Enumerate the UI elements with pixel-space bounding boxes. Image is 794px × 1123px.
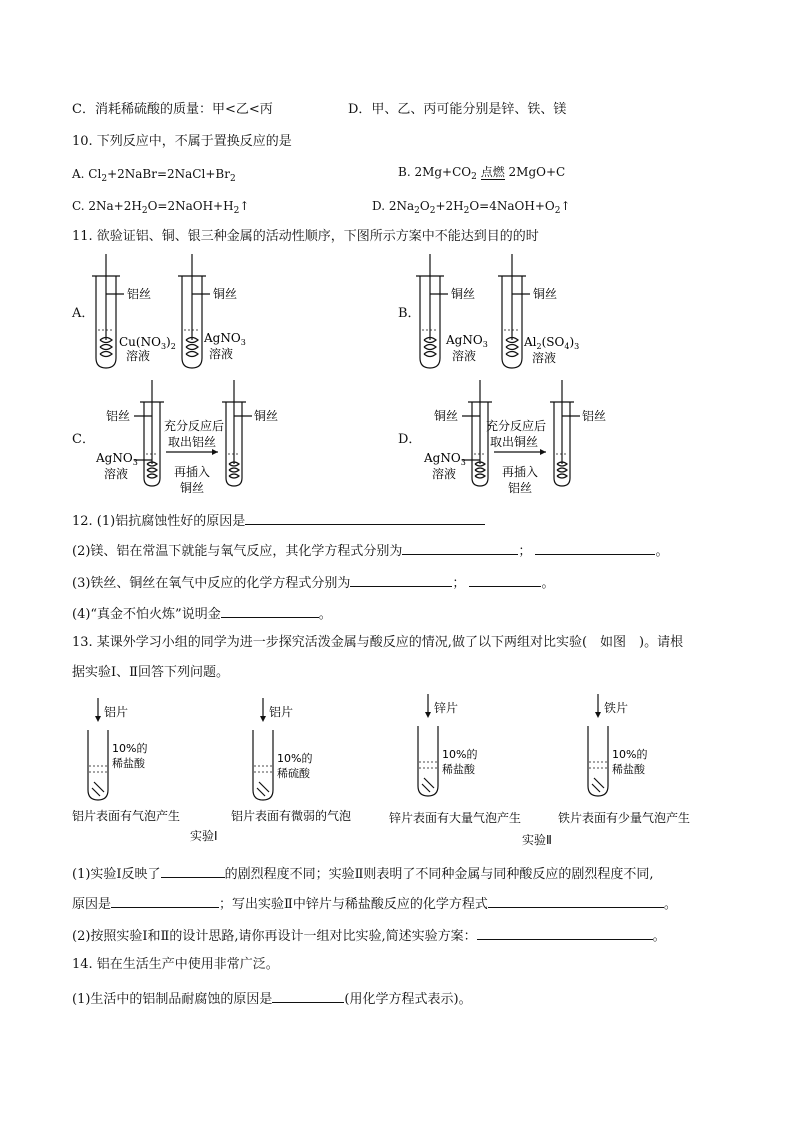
silver-nitrate-label: AgNO$_3$ [424,451,466,467]
q10-option-a: A. $Cl_2+2NaBr=2NaCl+Br_2$ [72,167,236,184]
answer-blank[interactable] [488,894,664,908]
q14-question1: (1)生活中的铝制品耐腐蚀的原因是 (用化学方程式表示)。 [72,989,472,1008]
q10-option-d: D. $2Na_2O_2+2H_2O=4NaOH+O_2↑$ [372,199,571,216]
q12-part2: (2)镁、铝在常温下就能与氧气反应，其化学方程式分别为 ； 。 [72,541,668,560]
solution-label: 溶液 [452,349,477,363]
answer-blank[interactable] [111,894,219,908]
q11-figure-c [94,380,294,498]
acid-label: 稀盐酸 [442,763,475,776]
al-sheet-label: 铝片 [269,705,294,719]
al-sheet-label: 铝片 [104,705,129,719]
q13-stem-line2: 据实验Ⅰ、Ⅱ回答下列问题。 [72,665,229,680]
q13-stem-line1: 13. 某课外学习小组的同学为进一步探究活泼金属与酸反应的情况,做了以下两组对比实验( 如图 )。请根 [72,635,684,650]
svg-text:铜丝: 铜丝 [180,481,205,495]
answer-blank[interactable] [350,573,452,587]
fe-sheet-label: 铁片 [604,701,629,715]
al-wire-label: 铝丝 [106,409,131,423]
q9-option-c: C．消耗稀硫酸的质量：甲<乙<丙 [72,102,273,117]
q12-part1: 12. (1)铝抗腐蚀性好的原因是 [72,511,485,530]
q13-question1-line1: (1)实验Ⅰ反映了 的剧烈程度不同；实验Ⅱ则表明了不同种金属与同种酸反应的剧烈程度不同, [72,864,654,883]
svg-text:充分反应后: 充分反应后 [164,419,225,433]
svg-text:再插入: 再插入 [174,465,211,479]
cu-wire-label: 铜丝 [254,409,279,423]
svg-text:10%的: 10%的 [612,748,648,761]
svg-text:充分反应后: 充分反应后 [486,419,547,433]
experiment-2-label: 实验Ⅱ [522,833,552,847]
acid-label: 稀盐酸 [112,757,145,770]
silver-nitrate-label: AgNO$_3$ [446,333,488,349]
answer-blank[interactable] [221,604,319,618]
observation-2: 铝片表面有微弱的气泡 [231,809,352,823]
svg-text:铝丝: 铝丝 [508,481,533,495]
svg-text:取出铝丝: 取出铝丝 [168,435,217,449]
cu-wire-label: 铜丝 [213,287,238,301]
acid-label: 稀硫酸 [277,767,310,780]
q10-option-c: C. $2Na+2H_2O=2NaOH+H_2↑$ [72,199,250,216]
silver-nitrate-label: AgNO$_3$ [204,331,246,347]
svg-text:取出铜丝: 取出铜丝 [490,435,539,449]
cu-wire-label: 铜丝 [451,287,476,301]
q11-option-b-label: B． [398,306,421,321]
svg-text:再插入: 再插入 [502,465,539,479]
q12-part3: (3)铁丝、铜丝在氧气中反应的化学方程式分别为 ； 。 [72,573,554,592]
svg-text:10%的: 10%的 [442,748,478,761]
answer-blank[interactable] [161,864,225,878]
q12-part4: (4)“真金不怕火炼”说明金 。 [72,604,332,623]
observation-3: 锌片表面有大量气泡产生 [389,811,522,825]
zn-sheet-label: 锌片 [434,701,459,715]
q10-option-b: B. $2Mg+CO_2$ 点燃 2MgO+C [398,165,566,182]
acid-label: 稀盐酸 [612,763,645,776]
observation-4: 铁片表面有少量气泡产生 [558,811,691,825]
q14-stem: 14. 铝在生活生产中使用非常广泛。 [72,957,279,972]
q11-figure-a [92,254,272,374]
reaction-condition: 点燃 [480,165,505,179]
aluminum-sulfate-label: $Al_2(SO_4)_3$ [524,335,580,351]
cu-nitrate-label: $Cu(NO_3)_2$ [119,335,176,351]
answer-blank[interactable] [402,541,518,555]
solution-label: 溶液 [126,349,151,363]
q11-figure-b [416,254,596,374]
q13-figure [70,690,750,850]
answer-blank[interactable] [477,926,653,940]
cu-wire-label: 铜丝 [533,287,558,301]
q11-stem: 11. 欲验证铝、铜、银三种金属的活动性顺序，下图所示方案中不能达到目的的时 [72,229,539,244]
solution-label: 溶液 [432,467,457,481]
solution-label: 溶液 [104,467,129,481]
q13-question2: (2)按照实验Ⅰ和Ⅱ的设计思路,请你再设计一组对比实验,简述实验方案： 。 [72,926,666,945]
al-wire-label: 铝丝 [127,287,152,301]
svg-text:10%的: 10%的 [277,752,313,765]
solution-label: 溶液 [532,351,557,365]
q11-figure-d [422,380,622,498]
q11-option-d-label: D． [398,432,422,447]
observation-1: 铝片表面有气泡产生 [72,809,181,823]
silver-nitrate-label: AgNO$_3$ [96,451,138,467]
experiment-1-label: 实验Ⅰ [190,829,218,843]
answer-blank[interactable] [469,573,541,587]
q9-option-d: D．甲、乙、丙可能分别是锌、铁、镁 [348,102,567,117]
q13-question1-line2: 原因是 ；写出实验Ⅱ中锌片与稀盐酸反应的化学方程式 。 [72,894,677,913]
cu-wire-label: 铜丝 [434,409,459,423]
answer-blank[interactable] [272,989,344,1003]
answer-blank[interactable] [535,541,655,555]
q11-option-a-label: A． [72,306,95,321]
q10-stem: 10. 下列反应中，不属于置换反应的是 [72,134,292,149]
solution-label: 溶液 [209,347,234,361]
answer-blank[interactable] [245,511,485,525]
al-wire-label: 铝丝 [582,409,607,423]
q11-option-c-label: C． [72,432,95,447]
svg-text:10%的: 10%的 [112,742,148,755]
